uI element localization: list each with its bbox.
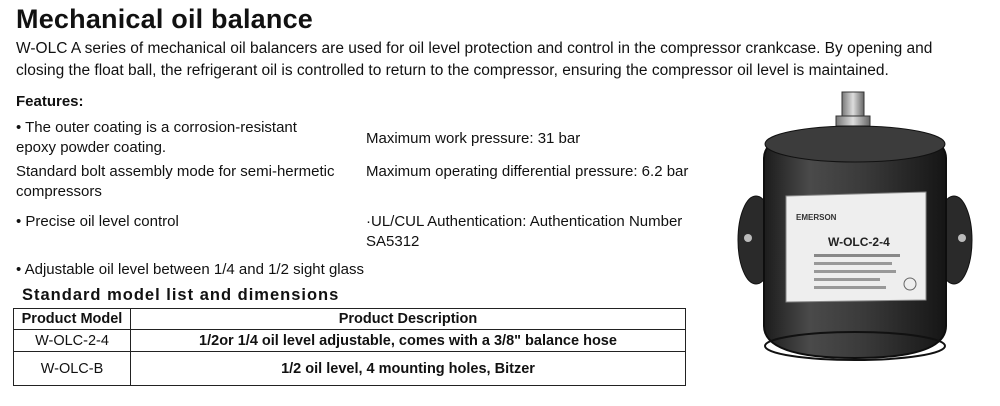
table-row	[14, 330, 686, 352]
label-brand: EMERSON	[796, 213, 837, 222]
feature-coating: • The outer coating is a corrosion-resistant epoxy powder coating.	[16, 119, 297, 156]
feature-max-pressure: Maximum work pressure: 31 bar	[366, 130, 581, 147]
table-header-row	[14, 309, 686, 330]
feature-bolt-assembly: Standard bolt assembly mode for semi-hermetic compressors	[16, 163, 335, 200]
cell-model: W-OLC-B	[14, 352, 131, 386]
table-row	[14, 352, 686, 386]
feature-ul-authentication: ·UL/CUL Authentication: Authentication Number SA5312	[366, 213, 683, 250]
oil-balancer-photo	[720, 88, 990, 388]
column-header-model: Product Model	[14, 309, 131, 330]
features-heading: Features:	[16, 93, 84, 110]
top-fitting	[842, 92, 864, 118]
page-title: Mechanical oil balance	[16, 4, 314, 34]
label-model: W-OLC-2-4	[828, 235, 890, 249]
feature-max-diff-pressure: Maximum operating differential pressure: 6.2 bar	[366, 163, 689, 180]
column-header-description: Product Description	[131, 309, 686, 330]
feature-adjustable-level: • Adjustable oil level between 1/4 and 1/2 sight glass	[16, 261, 364, 278]
cell-description: 1/2or 1/4 oil level adjustable, comes with a 3/8" balance hose	[131, 330, 686, 352]
cell-description: 1/2 oil level, 4 mounting holes, Bitzer	[131, 352, 686, 386]
feature-oil-level-control: • Precise oil level control	[16, 213, 179, 230]
intro-paragraph: W-OLC A series of mechanical oil balancers are used for oil level protection and control in the compressor crankcase. By opening and closing the float ball, the refrigerant oil is controlled to return to the compressor, ensuring the compressor oil level is maintained.	[16, 40, 933, 79]
model-list-heading: Standard model list and dimensions	[22, 286, 340, 304]
cell-model: W-OLC-2-4	[14, 330, 131, 352]
model-table	[13, 308, 686, 386]
